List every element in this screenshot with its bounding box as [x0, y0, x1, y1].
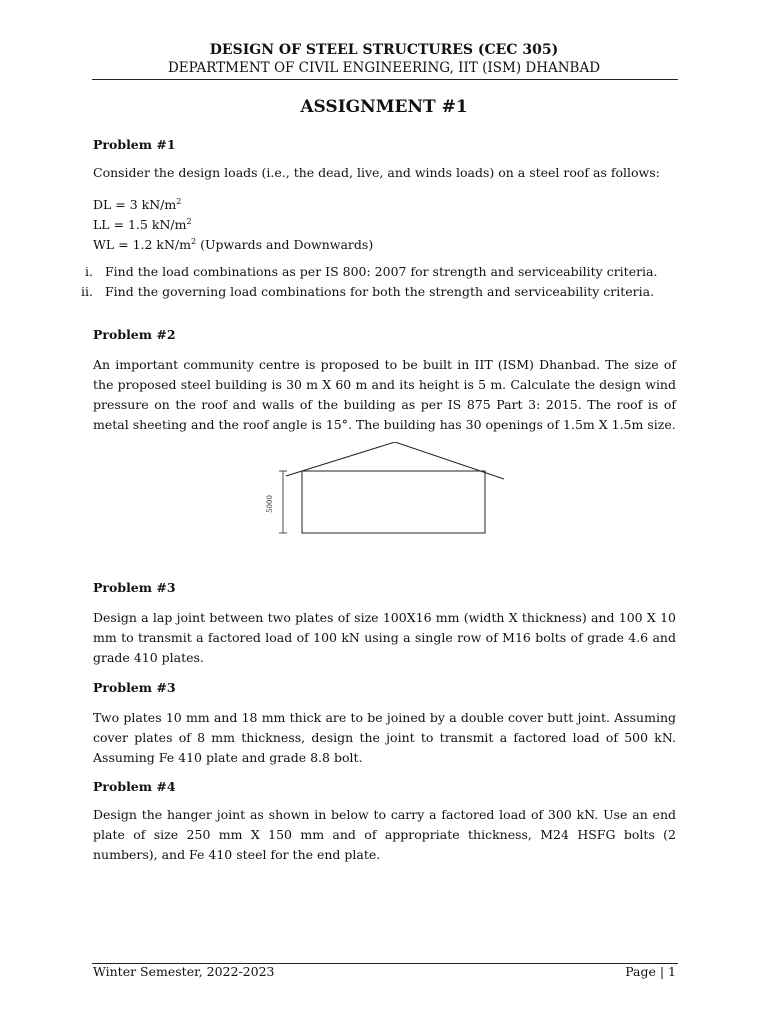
footer-page-number: Page | 1: [625, 964, 676, 979]
course-title: DESIGN OF STEEL STRUCTURES (CEC 305): [209, 42, 559, 58]
problem-3-text: Design a lap joint between two plates of size 100X16 mm (width X thickness) and 100 X 10 mm to transmit a factored load of 100 kN using a single row of M16 bolts of grade 4.6 and grade 410 plates.: [93, 610, 676, 665]
footer-semester: Winter Semester, 2022-2023: [93, 964, 275, 979]
building-wall: [302, 471, 485, 533]
problem-2-text: An important community centre is proposed to be built in IIT (ISM) Dhanbad. The size of the proposed steel building is 30 m X 60 m and its height is 5 m. Calculate the design wind pressure on the roof and walls of the building as per IS 875 Part 3: 2015. The roof is of metal sheeting and the roof angle is 15°. The building has 30 openings of 1.5m X 1.5m size.: [93, 357, 676, 432]
problem-1-heading: Problem #1: [93, 137, 176, 152]
dead-load-line: DL = 3 $kN/m^2$: [93, 196, 182, 212]
problem-4-heading: Problem #4: [93, 779, 176, 794]
problem-3b-heading: Problem #3: [93, 680, 176, 695]
height-label: 5000: [266, 495, 274, 513]
live-load-line: LL = 1.5 $kN/m^2$: [93, 216, 192, 232]
problem-4-text: Design the hanger joint as shown in below to carry a factored load of 300 kN. Use an end plate of size 250 mm X 150 mm and of appropriate thickness, M24 HSFG bolts (2 numbers), and Fe 410 steel for the end plate.: [93, 807, 676, 862]
building-diagram: [262, 442, 512, 542]
problem-1-list: [53, 262, 676, 302]
problem-3-heading: Problem #3: [93, 580, 176, 595]
list-item: ii. Find the governing load combinations for both the strength and serviceability criteria.: [81, 284, 655, 299]
list-item: i. Find the load combinations as per IS 800: 2007 for strength and serviceability criteria.: [85, 264, 658, 279]
header-divider: [92, 79, 678, 80]
problem-3b-text: Two plates 10 mm and 18 mm thick are to be joined by a double cover butt joint. Assuming cover plates of 8 mm thickness, design the joint to transmit a factored load of 500 kN. Assuming Fe 410 plate and grade 8.8 bolt.: [93, 710, 676, 765]
roof-right-line: [395, 442, 504, 479]
wind-load-line: WL = 1.2 $kN/m^2$ (Upwards and Downwards): [93, 236, 374, 252]
problem-1-intro: Consider the design loads (i.e., the dead, live, and winds loads) on a steel roof as follows:: [93, 165, 660, 180]
problem-2-heading: Problem #2: [93, 327, 176, 342]
problem-1-loads: [93, 195, 676, 255]
department-name: DEPARTMENT OF CIVIL ENGINEERING, IIT (ISM) DHANBAD: [167, 60, 601, 76]
assignment-title: ASSIGNMENT #1: [300, 97, 468, 117]
